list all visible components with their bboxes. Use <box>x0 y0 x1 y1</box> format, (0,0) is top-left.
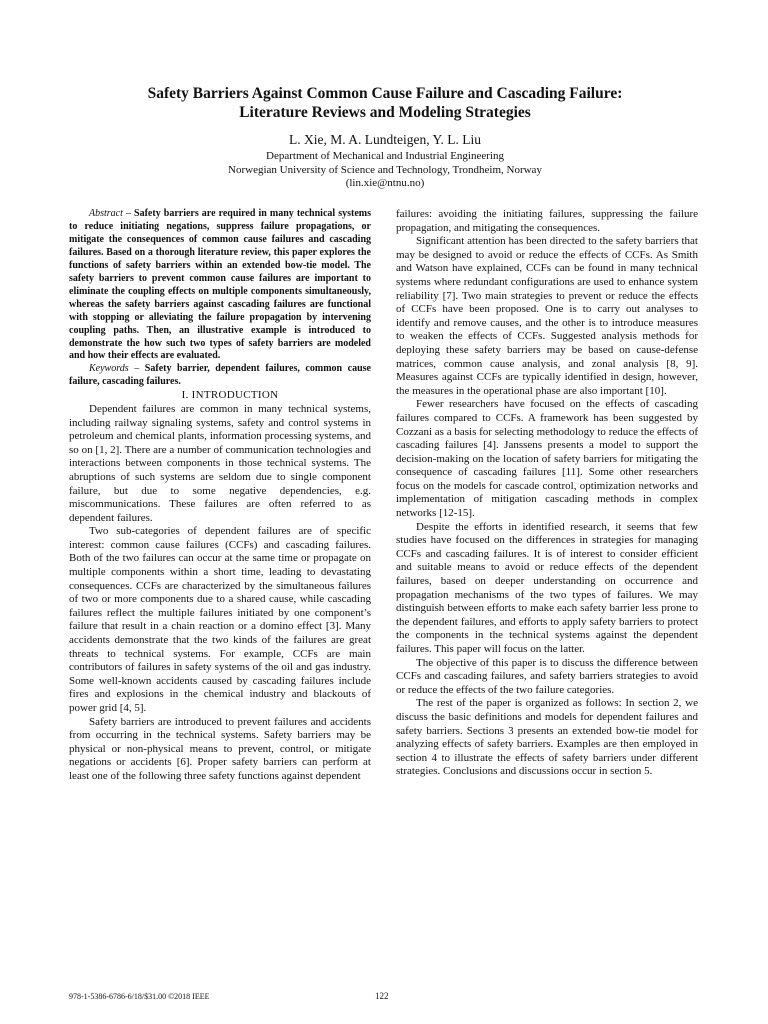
affiliation-department: Department of Mechanical and Industrial Engineering <box>266 150 504 162</box>
abstract-label: Abstract <box>89 208 123 219</box>
intro-paragraph: The rest of the paper is organized as follows: In section 2, we discuss the basic definitions and models for dependent failures and safety barriers. Sections 3 presents an extended bow-tie model for analyzing effects of safety barriers. Examples are then employed in section 4 to illustrate the effects of safety barriers under different strategies. Conclusions and discussions occur in section 5. <box>396 697 698 778</box>
keywords-text: Safety barrier, dependent failures, common cause failure, cascading failures. <box>69 363 371 388</box>
title-line-2: Literature Reviews and Modeling Strategies <box>239 104 531 121</box>
keywords <box>69 363 371 389</box>
title-line-1: Safety Barriers Against Common Cause Failure and Cascading Failure: <box>147 85 623 102</box>
intro-paragraph: Significant attention has been directed to the safety barriers that may be designed to avoid or reduce the effects of CCFs. As Smith and Watson have explained, CCFs can be found in many technical systems where redundant configurations are used to enhance system reliability [7]. Two main strategies to prevent or reduce the effects of CCFs have been proposed. One is to carry out analyses to identify and remove causes, and the other is to introduce measures to weaken the effects of CCFs. Suggested analysis methods for deploying these safety barriers may be based on cause-defense matrices, common cause analysis, and zonal analysis [8, 9]. Measures against CCFs are typically identified in design, however, the measures in the operational phase are also important [10]. <box>396 235 698 397</box>
intro-paragraph: The objective of this paper is to discuss the difference between CCFs and cascading failures, and safety barriers strategies to avoid or reduce the effects of the two failure categories. <box>396 656 698 696</box>
intro-paragraph: Safety barriers are introduced to prevent failures and accidents from occurring in the technical systems. Safety barriers may be physical or non-physical means to prevent, control, or mitigate negations or accidents [6]. Proper safety barriers can perform at least one of the following three safety functions against dependent <box>69 715 371 782</box>
page-number: 122 <box>375 991 389 1001</box>
intro-paragraph: Two sub-categories of dependent failures are of specific interest: common cause failures (CCFs) and cascading failures. Both of the two failures can occur at the same time or propagate on multiple components within a short time, leading to devastating consequences. CCFs are characterized by the simultaneous failures of two or more components due to a shared cause, while cascading failures reflect the multiple failures initiated by one component’s failure that result in a chain reaction or a domino effect [3]. Many accidents demonstrate that the two kinds of the failures are great threats to technical systems. For example, CCFs are main contributors of failures in safety systems of the oil and gas industry. Some well-known accidents caused by cascading failures include fires and explosions in the chemical industry and blackouts of power grid [4, 5]. <box>69 525 371 714</box>
abstract-dash: – <box>122 208 135 219</box>
affiliation-block <box>90 150 680 191</box>
author-list: L. Xie, M. A. Lundteigen, Y. L. Liu <box>289 132 481 147</box>
affiliation-university: Norwegian University of Science and Technology, Trondheim, Norway <box>228 163 542 176</box>
intro-paragraph-continued: failures: avoiding the initiating failures, suppressing the failure propagation, and mitigating the consequences. <box>396 208 698 234</box>
footer-isbn: 978-1-5386-6786-6/18/$31.00 ©2018 IEEE <box>69 992 210 1001</box>
intro-paragraph: Fewer researchers have focused on the effects of cascading failures compared to CCFs. A framework has been suggested by Cozzani as a basis for selecting methodology to reduce the effects of cascading failures [4]. Janssens presents a model to support the decision-making on the location of safety barriers for mitigating the consequence of cascading failures [11]. Some other researchers focus on the models for cascade control, optimization networks and implementation of mitigation cascading methods in complex networks [12-15]. <box>396 398 698 520</box>
paper-title <box>90 84 680 122</box>
keywords-label: Keywords <box>89 363 129 375</box>
left-column <box>69 208 371 784</box>
abstract <box>69 208 371 363</box>
intro-paragraph: Despite the efforts in identified research, it seems that few studies have focused on the differences in strategies for managing CCFs and cascading failures. It is of interest to consider efficient and suitable means to avoid or reduce effects of the dependent failures, based on deeper understanding on occurrence and propagation mechanisms of the two types of failures. We may distinguish between efforts to make each safety barrier less prone to the dependent failures, and efforts to apply safety barriers to protect the components in the technical systems against the dependent failures. This paper will focus on the latter. <box>396 520 698 655</box>
intro-paragraph: Dependent failures are common in many technical systems, including railway signaling systems, safety and control systems in petroleum and chemical plants, information processing systems, and so on [1, 2]. There are a number of communication technologies and interactions between components in those technical systems. The abruptions of such systems are seldom due to single component failure, but due to some negative dependencies, e.g. miscommunications. These failures are often referred to as dependent failures. <box>69 402 371 524</box>
abstract-text: Safety barriers are required in many technical systems to reduce initiating negations, suppress failure propagations, or mitigate the consequences of common cause failures and cascading failures. Based on a thorough literature review, this paper explores the functions of safety barriers within an extended bow-tie model. The safety barriers to prevent common cause failures are important to eliminate the coupling effects on multiple components simultaneously, whereas the safety barriers against cascading failures are functional with stopping or alleviating the failure propagation by intervening coupling paths. Then, an illustrative example is introduced to demonstrate the how such two types of safety barriers are modeled and how their effects are evaluated. <box>69 208 372 362</box>
right-column <box>396 208 698 779</box>
author-email: (lin.xie@ntnu.no) <box>345 177 425 190</box>
section-heading-introduction: I. INTRODUCTION <box>181 389 279 402</box>
keywords-dash: – <box>128 363 145 375</box>
